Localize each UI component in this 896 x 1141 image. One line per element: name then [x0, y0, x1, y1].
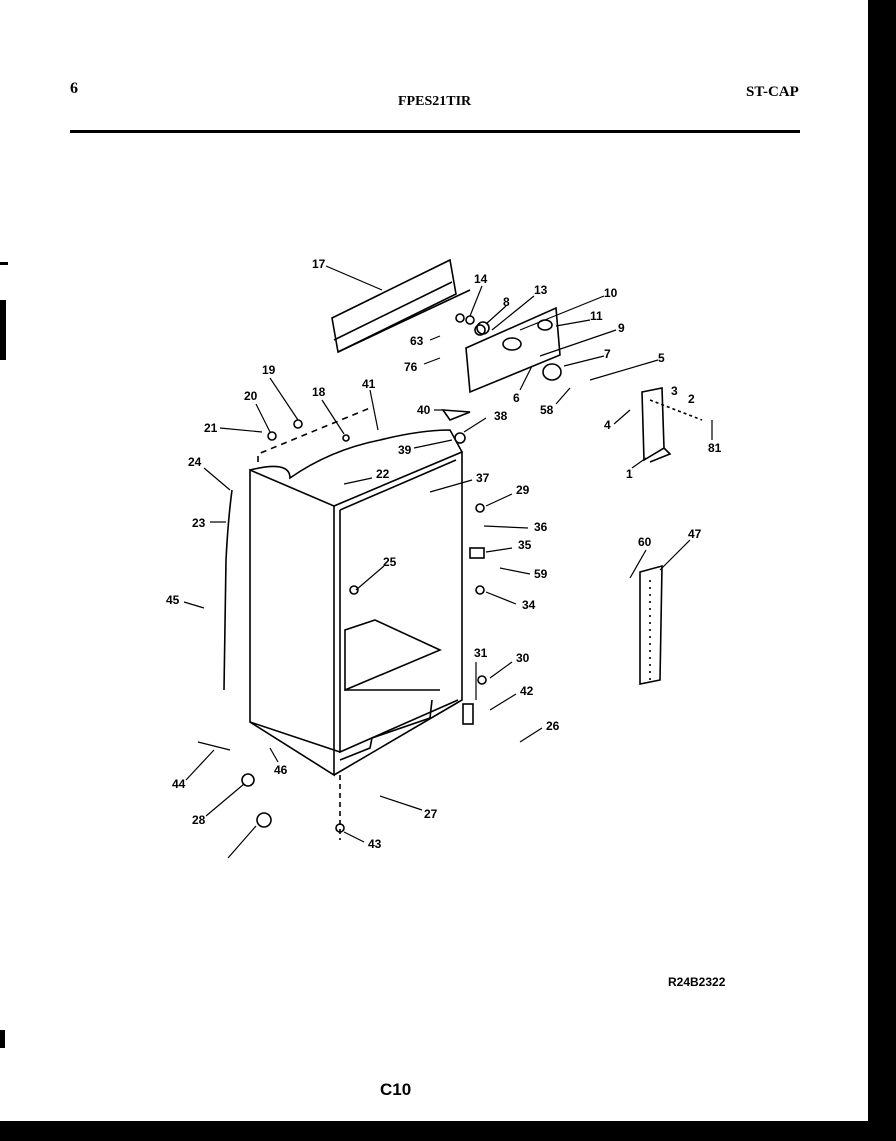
callout-45: 45 [166, 593, 180, 607]
hinge-strip-part [640, 566, 662, 684]
model-number: FPES21TIR [398, 94, 472, 109]
callout-1: 1 [626, 467, 633, 481]
callout-39: 39 [398, 443, 412, 457]
callout-4: 4 [604, 418, 611, 432]
callout-5: 5 [658, 351, 665, 365]
callout-21: 21 [204, 421, 218, 435]
callout-37: 37 [476, 471, 490, 485]
callout-13: 13 [534, 283, 548, 297]
callout-58: 58 [540, 403, 554, 417]
callout-25: 25 [383, 555, 397, 569]
callout-40: 40 [417, 403, 431, 417]
callout-43: 43 [368, 837, 382, 851]
callout-47: 47 [688, 527, 702, 541]
callout-42: 42 [520, 684, 534, 698]
callout-11: 11 [590, 309, 603, 323]
callout-59: 59 [534, 567, 548, 581]
callout-17: 17 [312, 257, 326, 271]
reference-code: R24B2322 [668, 975, 726, 989]
page-code: C10 [380, 1080, 412, 1099]
callout-14: 14 [474, 272, 488, 286]
page-number: 6 [70, 80, 78, 97]
callout-2: 2 [688, 392, 695, 406]
callout-3: 3 [671, 384, 678, 398]
callout-28: 28 [192, 813, 206, 827]
callout-60: 60 [638, 535, 652, 549]
callout-81: 81 [708, 441, 722, 455]
callout-31: 31 [474, 646, 488, 660]
scan-mark [0, 300, 6, 360]
callout-7: 7 [604, 347, 611, 361]
callout-24: 24 [188, 455, 202, 469]
callout-6: 6 [513, 391, 520, 405]
scan-mark [0, 1030, 5, 1048]
callout-36: 36 [534, 520, 548, 534]
callout-41: 41 [362, 377, 376, 391]
scan-mark [0, 262, 8, 265]
section-code: ST-CAP [746, 84, 799, 100]
hinge-part [642, 388, 664, 460]
callout-23: 23 [192, 516, 206, 530]
callout-76: 76 [404, 360, 418, 374]
callout-10: 10 [604, 286, 618, 300]
callout-46: 46 [274, 763, 288, 777]
callout-18: 18 [312, 385, 326, 399]
callout-34: 34 [522, 598, 536, 612]
callout-20: 20 [244, 389, 258, 403]
callout-29: 29 [516, 483, 530, 497]
callout-35: 35 [518, 538, 532, 552]
callout-9: 9 [618, 321, 625, 335]
callout-27: 27 [424, 807, 438, 821]
drain-tube-part [224, 490, 232, 690]
callout-30: 30 [516, 651, 530, 665]
callout-8: 8 [503, 295, 510, 309]
callout-38: 38 [494, 409, 508, 423]
callout-44: 44 [172, 777, 186, 791]
callout-19: 19 [262, 363, 276, 377]
callout-63: 63 [410, 334, 424, 348]
callout-26: 26 [546, 719, 560, 733]
callout-22: 22 [376, 467, 390, 481]
